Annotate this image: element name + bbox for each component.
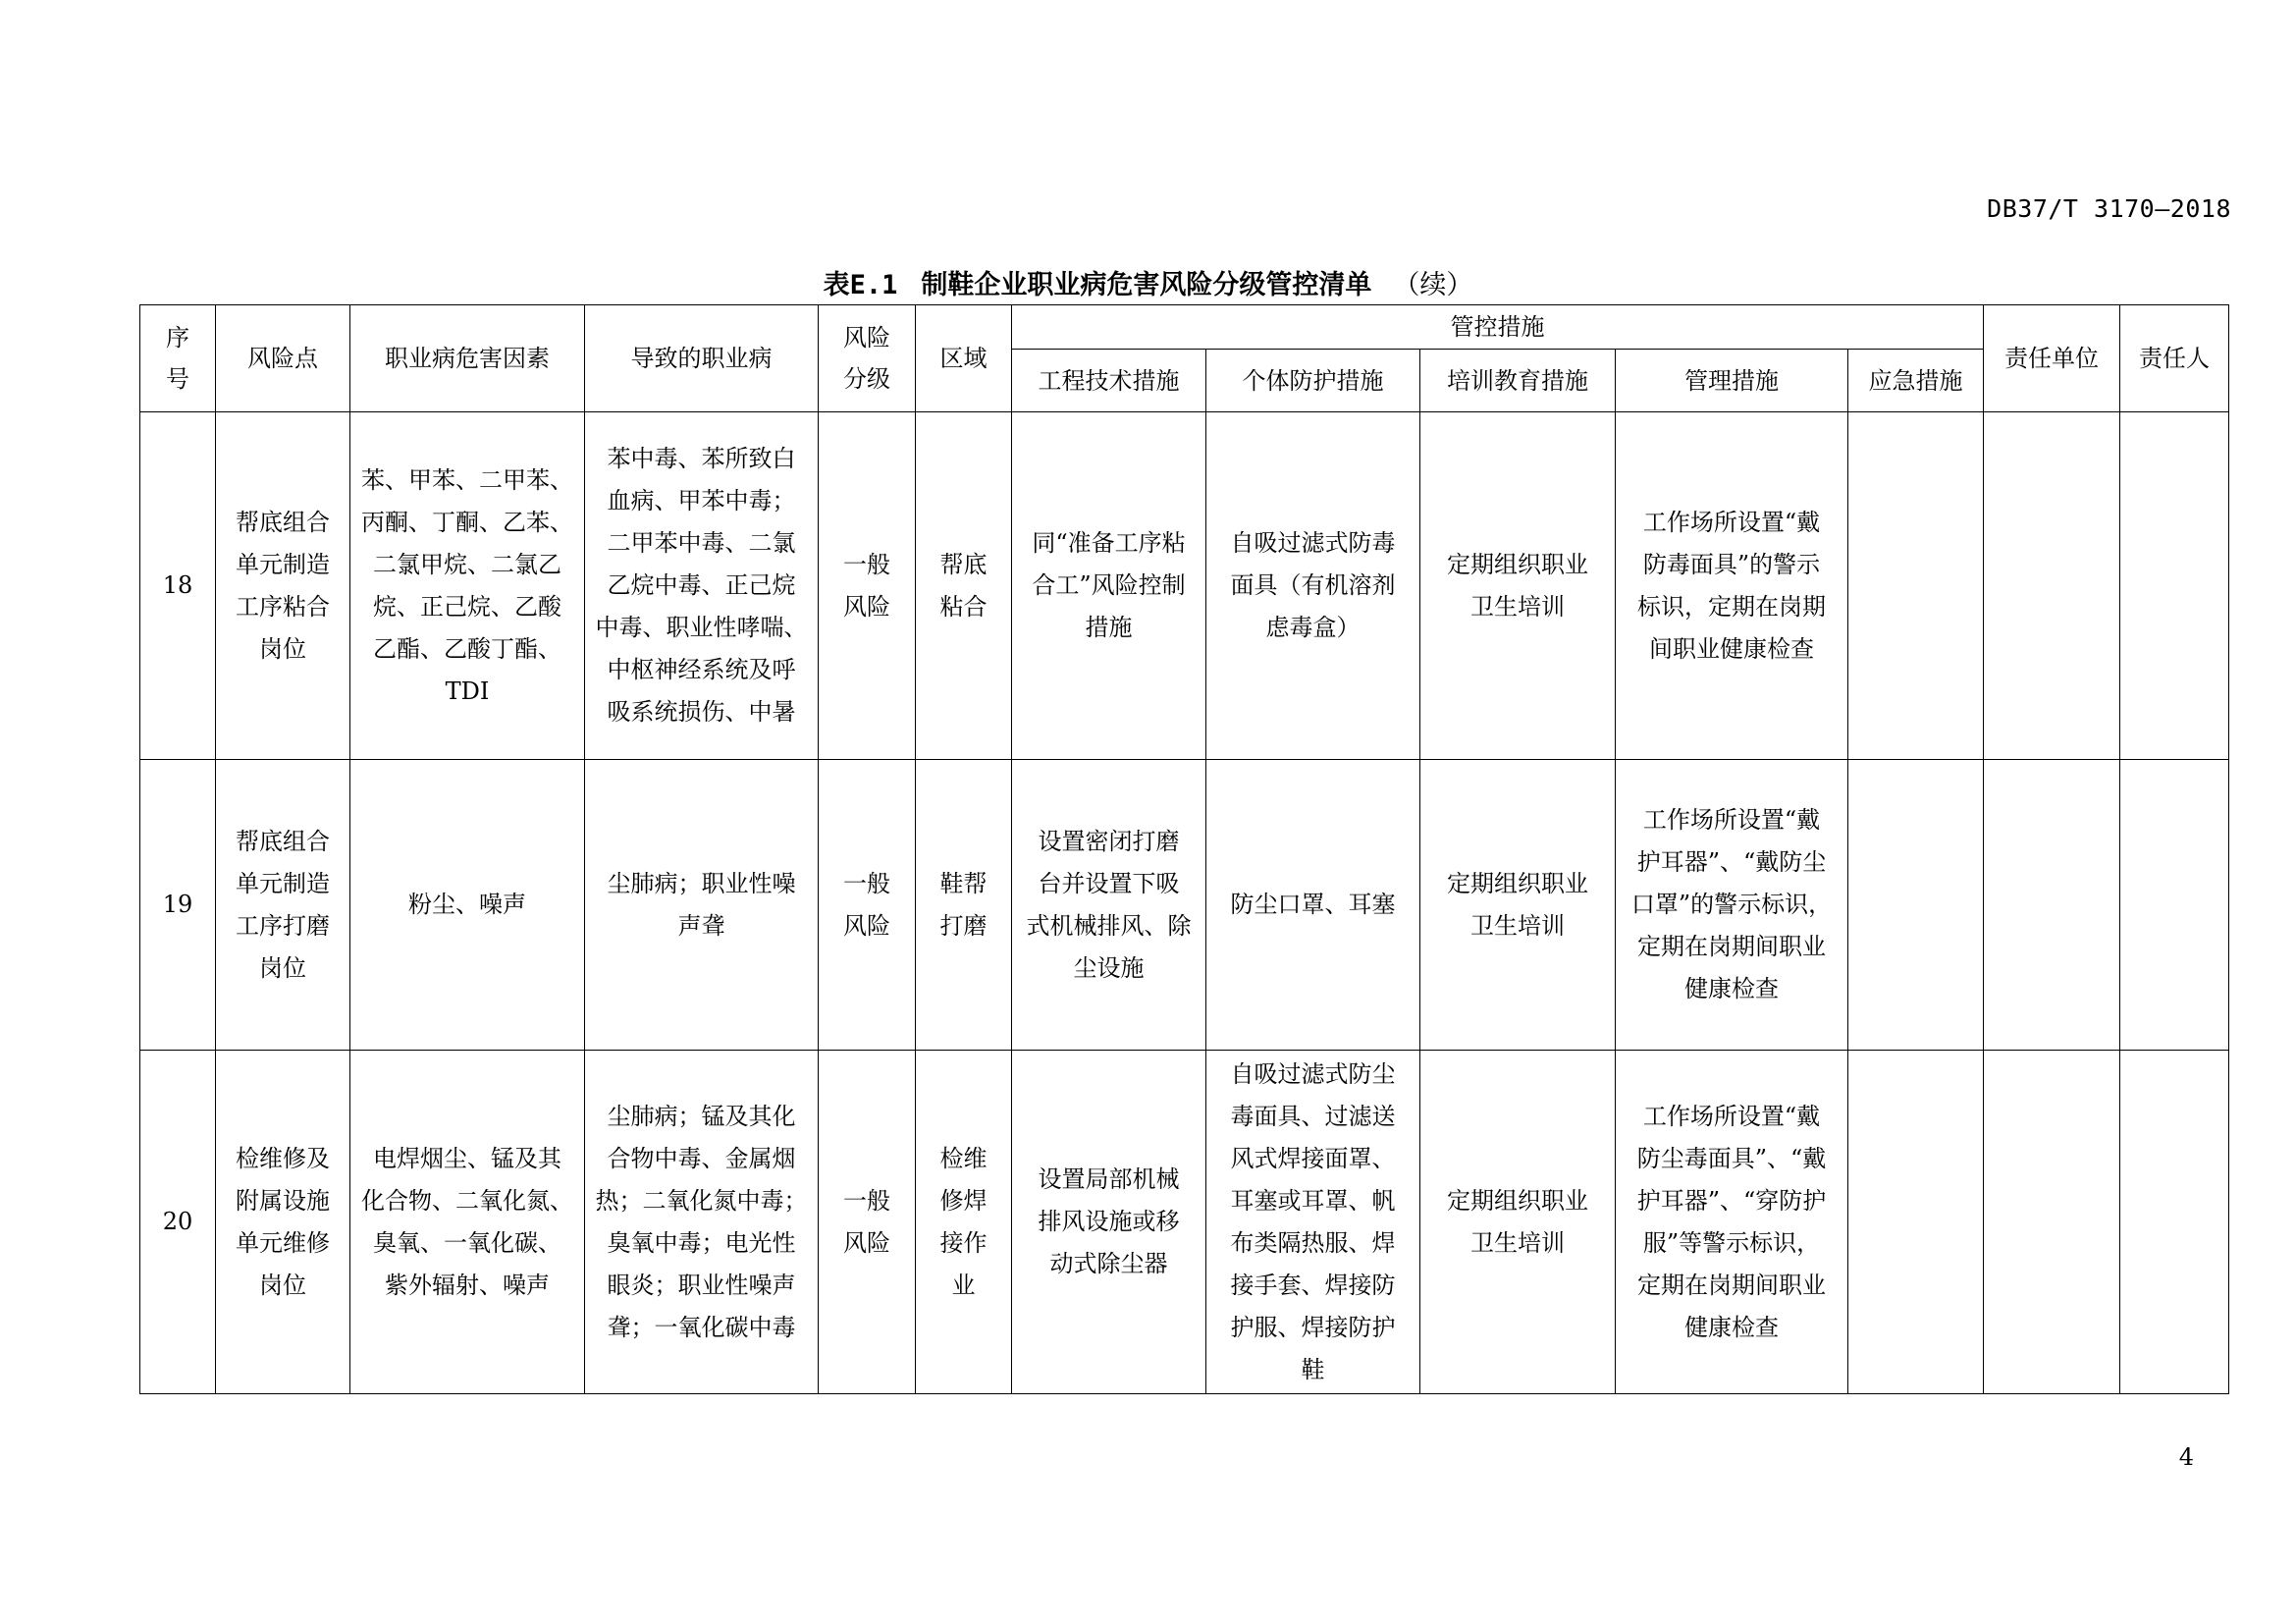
table-row (140, 412, 2229, 760)
table-code: 表E.1 (823, 270, 898, 300)
cell-hazard-factor: 苯、甲苯、二甲苯、 丙酮、丁酮、乙苯、 二氯甲烷、二氯乙 烷、正己烷、乙酸 乙酯、乙酸丁酯、 TDI (350, 412, 585, 760)
cell-seq: 18 (140, 412, 216, 760)
cell-management: 工作场所设置“戴 防尘毒面具”、“戴 护耳器”、“穿防护 服”等警示标识， 定期在岗期间职业 健康检查 (1616, 1051, 1848, 1394)
risk-control-table (139, 304, 2229, 1394)
cell-emergency (1848, 760, 1984, 1051)
cell-engineering: 设置局部机械 排风设施或移 动式除尘器 (1012, 1051, 1206, 1394)
cell-area: 鞋帮 打磨 (916, 760, 1012, 1051)
cell-responsible-person (2120, 1051, 2229, 1394)
cell-disease: 苯中毒、苯所致白 血病、甲苯中毒； 二甲苯中毒、二氯 乙烷中毒、正己烷 中毒、职业性哮喘、 中枢神经系统及呼 吸系统损伤、中暑 (585, 412, 819, 760)
table-title-text: 制鞋企业职业病危害风险分级管控清单 (921, 270, 1372, 300)
cell-responsible-unit (1984, 412, 2120, 760)
cell-emergency (1848, 1051, 1984, 1394)
cell-responsible-person (2120, 760, 2229, 1051)
cell-risk-level: 一般 风险 (819, 760, 916, 1051)
header-area: 区域 (916, 305, 1012, 412)
cell-training: 定期组织职业 卫生培训 (1420, 412, 1616, 760)
header-management: 管理措施 (1616, 350, 1848, 412)
cell-risk-point: 检维修及 附属设施 单元维修 岗位 (216, 1051, 350, 1394)
header-risk-level: 风险 分级 (819, 305, 916, 412)
cell-seq: 19 (140, 760, 216, 1051)
table-continued-label: （续） (1393, 270, 1473, 300)
cell-risk-level: 一般 风险 (819, 412, 916, 760)
cell-engineering: 同“准备工序粘 合工”风险控制 措施 (1012, 412, 1206, 760)
cell-ppe: 防尘口罩、耳塞 (1206, 760, 1420, 1051)
table-title (0, 263, 2296, 301)
cell-area: 检维 修焊 接作 业 (916, 1051, 1012, 1394)
cell-management: 工作场所设置“戴 防毒面具”的警示 标识，定期在岗期 间职业健康检查 (1616, 412, 1848, 760)
header-engineering: 工程技术措施 (1012, 350, 1206, 412)
cell-hazard-factor: 粉尘、噪声 (350, 760, 585, 1051)
cell-engineering: 设置密闭打磨 台并设置下吸 式机械排风、除 尘设施 (1012, 760, 1206, 1051)
header-responsible-person: 责任人 (2120, 305, 2229, 412)
cell-responsible-unit (1984, 1051, 2120, 1394)
cell-training: 定期组织职业 卫生培训 (1420, 1051, 1616, 1394)
cell-ppe: 自吸过滤式防毒 面具（有机溶剂 虑毒盒） (1206, 412, 1420, 760)
cell-risk-point: 帮底组合 单元制造 工序粘合 岗位 (216, 412, 350, 760)
cell-responsible-unit (1984, 760, 2120, 1051)
header-control-measures: 管控措施 (1012, 305, 1984, 350)
standard-code: DB37/T 3170—2018 (1987, 194, 2231, 223)
header-ppe: 个体防护措施 (1206, 350, 1420, 412)
cell-area: 帮底 粘合 (916, 412, 1012, 760)
cell-ppe: 自吸过滤式防尘 毒面具、过滤送 风式焊接面罩、 耳塞或耳罩、帆 布类隔热服、焊 接手套、焊接防 护服、焊接防护 鞋 (1206, 1051, 1420, 1394)
cell-training: 定期组织职业 卫生培训 (1420, 760, 1616, 1051)
header-seq: 序 号 (140, 305, 216, 412)
cell-hazard-factor: 电焊烟尘、锰及其 化合物、二氧化氮、 臭氧、一氧化碳、 紫外辐射、噪声 (350, 1051, 585, 1394)
cell-disease: 尘肺病；职业性噪 声聋 (585, 760, 819, 1051)
header-risk-point: 风险点 (216, 305, 350, 412)
cell-disease: 尘肺病；锰及其化 合物中毒、金属烟 热；二氧化氮中毒； 臭氧中毒；电光性 眼炎；职业性噪声 聋；一氧化碳中毒 (585, 1051, 819, 1394)
header-training: 培训教育措施 (1420, 350, 1616, 412)
cell-responsible-person (2120, 412, 2229, 760)
cell-management: 工作场所设置“戴 护耳器”、“戴防尘 口罩”的警示标识， 定期在岗期间职业 健康检查 (1616, 760, 1848, 1051)
header-hazard-factor: 职业病危害因素 (350, 305, 585, 412)
table-row (140, 760, 2229, 1051)
page-number: 4 (2178, 1443, 2194, 1471)
header-emergency: 应急措施 (1848, 350, 1984, 412)
cell-risk-point: 帮底组合 单元制造 工序打磨 岗位 (216, 760, 350, 1051)
cell-risk-level: 一般 风险 (819, 1051, 916, 1394)
header-disease: 导致的职业病 (585, 305, 819, 412)
header-responsible-unit: 责任单位 (1984, 305, 2120, 412)
cell-emergency (1848, 412, 1984, 760)
cell-seq: 20 (140, 1051, 216, 1394)
table-row (140, 1051, 2229, 1394)
